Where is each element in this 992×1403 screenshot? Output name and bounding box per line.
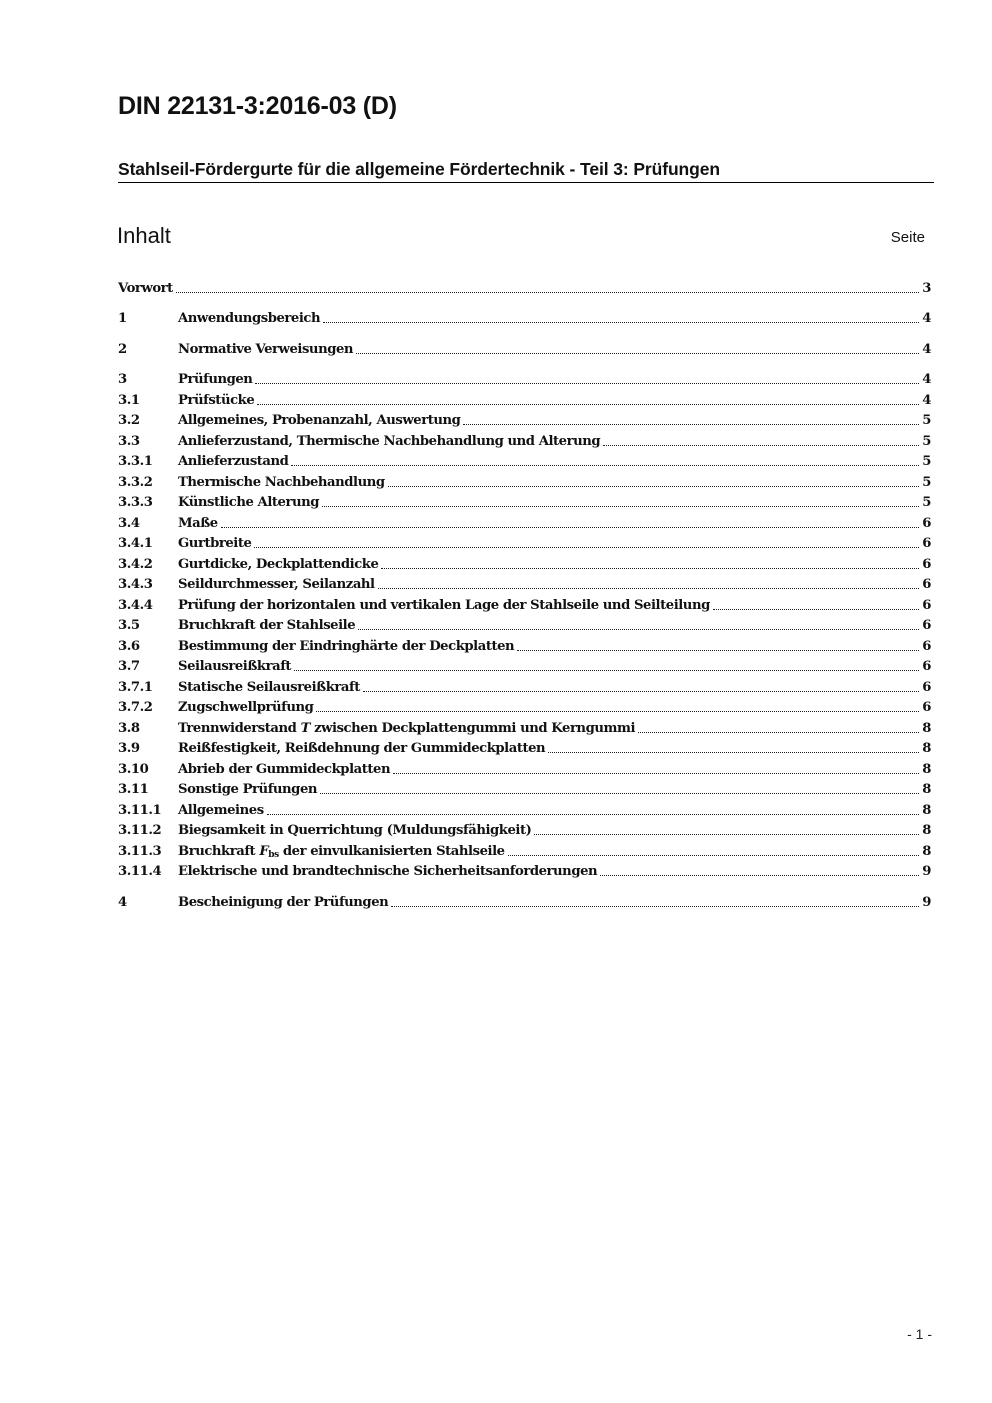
toc-entry-number: 3.10	[118, 762, 149, 777]
toc-entry-title: Maße	[178, 516, 218, 531]
toc-entry-page: 6	[922, 680, 931, 695]
toc-entry-3-11-4[interactable]	[118, 860, 931, 880]
toc-entry-page: 8	[922, 762, 931, 777]
toc-leader-dots	[221, 527, 920, 528]
toc-entry-page: 6	[922, 516, 931, 531]
toc-entry-3-4-4[interactable]	[118, 594, 931, 614]
toc-entry-number: 3.9	[118, 741, 140, 756]
toc-entry-3-1[interactable]	[118, 389, 931, 409]
toc-entry-3-4-2[interactable]	[118, 553, 931, 573]
toc-entry-number: 3.11.1	[118, 803, 162, 818]
toc-entry-page: 6	[922, 618, 931, 633]
toc-entry-number: 3.8	[118, 721, 140, 736]
toc-leader-dots	[316, 711, 919, 712]
toc-title-part: Bruchkraft	[178, 844, 260, 859]
toc-entry-title: Prüfungen	[178, 372, 253, 387]
toc-entry-number: 1	[118, 311, 127, 326]
toc-entry-number: 3.11.3	[118, 844, 162, 859]
toc-entry-title	[178, 720, 635, 737]
toc-entry-title: Bescheinigung der Prüfungen	[178, 895, 389, 910]
toc-entry-title: Bestimmung der Eindringhärte der Deckplatten	[178, 639, 515, 654]
toc-entry-title: Allgemeines	[178, 803, 264, 818]
toc-entry-number: 3.3.2	[118, 475, 153, 490]
toc-entry-page: 8	[922, 721, 931, 736]
toc-entry-title	[178, 843, 505, 860]
toc-entry-number: 3.11.4	[118, 864, 162, 879]
toc-entry-3-7-1[interactable]	[118, 676, 931, 696]
toc-entry-number: 3.2	[118, 413, 140, 428]
toc-leader-dots	[363, 691, 919, 692]
toc-leader-dots	[603, 445, 919, 446]
toc-leader-dots	[600, 875, 919, 876]
toc-entry-title: Normative Verweisungen	[178, 342, 354, 357]
toc-entry-number: 3.3.1	[118, 454, 153, 469]
toc-entry-3-11-3[interactable]	[118, 840, 931, 860]
toc-entry-number: 3.1	[118, 393, 140, 408]
toc-entry-number: 3	[118, 372, 127, 387]
toc-leader-dots	[548, 752, 919, 753]
toc-title-variable: F	[259, 844, 269, 859]
toc-entry-number: 4	[118, 895, 127, 910]
toc-leader-dots	[323, 322, 919, 323]
document-id: DIN 22131-3:2016-03 (D)	[118, 92, 397, 120]
toc-leader-dots	[713, 609, 919, 610]
toc-entry-title: Bruchkraft der Stahlseile	[178, 618, 356, 633]
toc-leader-dots	[381, 568, 919, 569]
toc-entry-page: 5	[922, 413, 931, 428]
toc-entry-title: Künstliche Alterung	[178, 495, 320, 510]
toc-entry-page: 5	[922, 434, 931, 449]
toc-entry-title: Gurtbreite	[178, 536, 252, 551]
toc-entry-page: 6	[922, 577, 931, 592]
toc-entry-3-10[interactable]	[118, 758, 931, 778]
toc-entry-3-3-3[interactable]	[118, 491, 931, 511]
toc-entry-title: Anlieferzustand	[178, 454, 289, 469]
toc-entry-3-7-2[interactable]	[118, 696, 931, 716]
toc-leader-dots	[393, 773, 919, 774]
toc-entry-number: 3.6	[118, 639, 140, 654]
toc-entry-title: Biegsamkeit in Querrichtung (Muldungsfähigkeit)	[178, 823, 532, 838]
toc-leader-dots	[378, 588, 920, 589]
toc-entry-title: Vorwort	[118, 281, 173, 296]
document-title: Stahlseil-Fördergurte für die allgemeine Fördertechnik - Teil 3: Prüfungen	[118, 159, 720, 179]
toc-entry-title: Reißfestigkeit, Reißdehnung der Gummideckplatten	[178, 741, 546, 756]
toc-entry-page: 6	[922, 700, 931, 715]
toc-entry-number: 3.11.2	[118, 823, 162, 838]
toc-entry-title: Thermische Nachbehandlung	[178, 475, 385, 490]
toc-leader-dots	[534, 834, 919, 835]
toc-leader-dots	[254, 547, 919, 548]
toc-title-part: zwischen Deckplattengummi und Kerngummi	[309, 721, 636, 736]
toc-leader-dots	[391, 906, 919, 907]
toc-entry-title: Elektrische und brandtechnische Sicherheitsanforderungen	[178, 864, 598, 879]
toc-entry-title: Prüfung der horizontalen und vertikalen Lage der Stahlseile und Seilteilung	[178, 598, 710, 613]
toc-entry-3-6[interactable]	[118, 635, 931, 655]
toc-page-column-label: Seite	[890, 229, 925, 246]
toc-entry-3-11-2[interactable]	[118, 819, 931, 839]
toc-leader-dots	[638, 732, 919, 733]
toc-entry-3-3-2[interactable]	[118, 471, 931, 491]
toc-leader-dots	[267, 814, 920, 815]
toc-entry-page: 4	[922, 311, 931, 326]
toc-entry-page: 4	[922, 342, 931, 357]
toc-entry-title: Prüfstücke	[178, 393, 255, 408]
toc-entry-1[interactable]	[118, 307, 931, 327]
toc-entry-title: Statische Seilausreißkraft	[178, 680, 360, 695]
toc-entry-number: 3.7.1	[118, 680, 153, 695]
toc-entry-4[interactable]	[118, 891, 931, 911]
toc-entry-title: Seildurchmesser, Seilanzahl	[178, 577, 375, 592]
toc-entry-3-11-1[interactable]	[118, 799, 931, 819]
toc-entry-number: 3.11	[118, 782, 149, 797]
toc-title-variable: T	[300, 721, 310, 736]
toc-entry-3-3[interactable]	[118, 430, 931, 450]
toc-entry-number: 3.4.4	[118, 598, 153, 613]
toc-entry-title: Allgemeines, Probenanzahl, Auswertung	[178, 413, 461, 428]
toc-entry-number: 3.7.2	[118, 700, 153, 715]
toc-entry-page: 9	[922, 864, 931, 879]
toc-entry-title: Seilausreißkraft	[178, 659, 292, 674]
toc-leader-dots	[463, 424, 919, 425]
toc-entry-page: 8	[922, 823, 931, 838]
toc-entry-page: 8	[922, 803, 931, 818]
toc-entry-page: 6	[922, 536, 931, 551]
toc-entry-3[interactable]	[118, 368, 931, 388]
toc-entry-page: 5	[922, 475, 931, 490]
toc-entry-page: 5	[922, 495, 931, 510]
toc-heading: Inhalt	[117, 223, 171, 248]
page-number: - 1 -	[907, 1326, 932, 1342]
toc-entry-number: 3.3	[118, 434, 140, 449]
toc-leader-dots	[255, 383, 919, 384]
toc-entry-3-4-1[interactable]	[118, 532, 931, 552]
toc-leader-dots	[508, 855, 920, 856]
toc-entry-3-4[interactable]	[118, 512, 931, 532]
toc-entry-number: 3.3.3	[118, 495, 153, 510]
toc-title-subscript: bs	[268, 850, 279, 860]
toc-title-part: der einvulkanisierten Stahlseile	[278, 844, 505, 859]
toc-entry-2[interactable]	[118, 338, 931, 358]
toc-entry-number: 3.4.1	[118, 536, 153, 551]
toc-entry-title: Anlieferzustand, Thermische Nachbehandlung und Alterung	[178, 434, 601, 449]
toc-entry-3-4-3[interactable]	[118, 573, 931, 593]
toc-entry-3-3-1[interactable]	[118, 450, 931, 470]
toc-leader-dots	[388, 486, 920, 487]
toc-entry-title: Gurtdicke, Deckplattendicke	[178, 557, 379, 572]
toc-entry-page: 4	[922, 372, 931, 387]
toc-leader-dots	[358, 629, 919, 630]
toc-entry-page: 8	[922, 741, 931, 756]
toc-entry-number: 2	[118, 342, 127, 357]
title-divider	[118, 182, 934, 183]
toc-entry-title: Zugschwellprüfung	[178, 700, 314, 715]
toc-entry-title: Anwendungsbereich	[178, 311, 321, 326]
toc-entry-title: Sonstige Prüfungen	[178, 782, 318, 797]
toc-entry-page: 3	[922, 281, 931, 296]
toc-leader-dots	[176, 292, 919, 293]
toc-entry-page: 6	[922, 598, 931, 613]
toc-entry-page: 5	[922, 454, 931, 469]
toc-leader-dots	[291, 465, 919, 466]
toc-leader-dots	[356, 353, 919, 354]
toc-entry-title: Abrieb der Gummideckplatten	[178, 762, 391, 777]
toc-entry-3-5[interactable]	[118, 614, 931, 634]
toc-entry-3-11[interactable]	[118, 778, 931, 798]
toc-leader-dots	[322, 506, 919, 507]
toc-entry-3-7[interactable]	[118, 655, 931, 675]
toc-entry-page: 6	[922, 557, 931, 572]
toc-leader-dots	[320, 793, 919, 794]
toc-entry-page: 8	[922, 844, 931, 859]
toc-entry-number: 3.4.2	[118, 557, 153, 572]
toc-entry-number: 3.7	[118, 659, 140, 674]
toc-entry-3-9[interactable]	[118, 737, 931, 757]
toc-entry-page: 8	[922, 782, 931, 797]
toc-leader-dots	[294, 670, 919, 671]
toc-leader-dots	[257, 404, 919, 405]
toc-entry-page: 6	[922, 659, 931, 674]
toc-entry-3-8[interactable]	[118, 717, 931, 737]
toc-entry-3-2[interactable]	[118, 409, 931, 429]
toc-entry-page: 4	[922, 393, 931, 408]
toc-entry-number: 3.4.3	[118, 577, 153, 592]
toc-entry-page: 9	[922, 895, 931, 910]
toc-title-part: Trennwiderstand	[178, 721, 301, 736]
toc-entry-vorwort[interactable]	[118, 277, 931, 297]
toc-leader-dots	[517, 650, 919, 651]
toc-entry-number: 3.5	[118, 618, 140, 633]
toc-entry-page: 6	[922, 639, 931, 654]
toc-entry-number: 3.4	[118, 516, 140, 531]
